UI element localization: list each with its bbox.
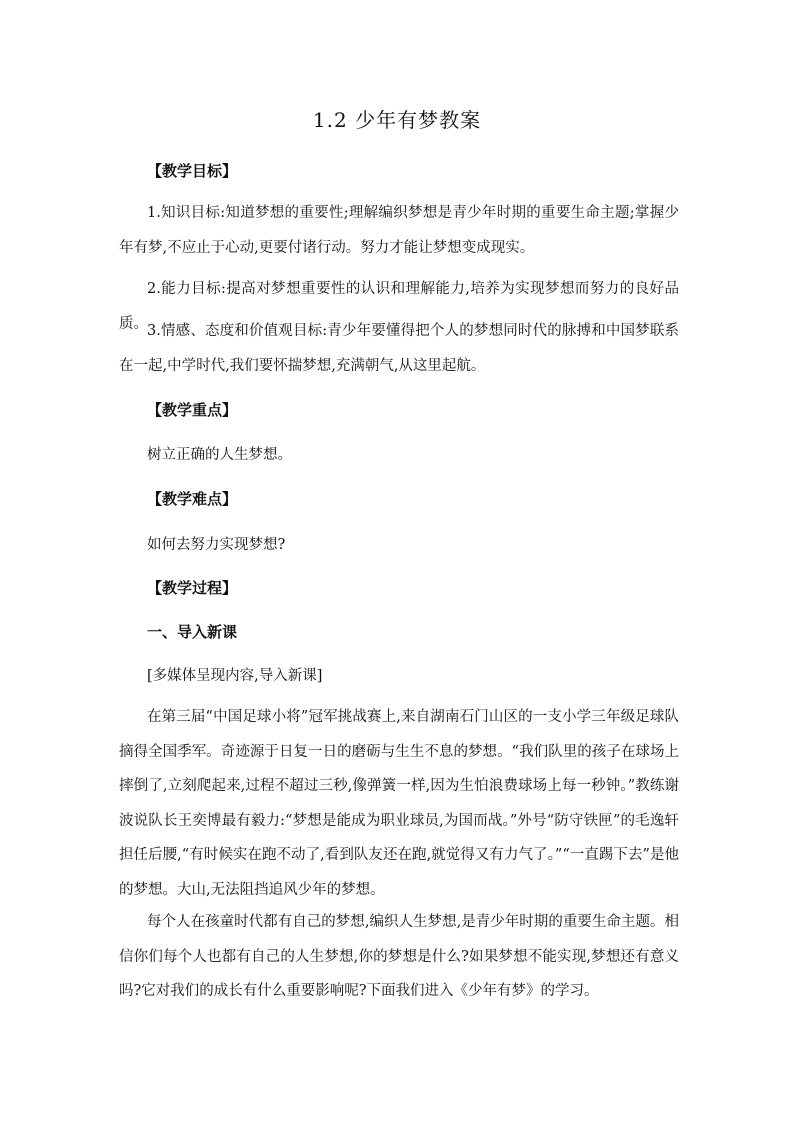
intro-note: [多媒体呈现内容,导入新课] <box>147 668 323 684</box>
key-point-text: 树立正确的人生梦想。 <box>147 447 292 463</box>
difficulty-text: 如何去努力实现梦想? <box>147 537 286 553</box>
closing-paragraph: 每个人在孩童时代都有自己的梦想,编织人生梦想,是青少年时期的重要生命主题。相信你们每个人也都有自己的人生梦想,你的梦想是什么?如果梦想不能实现,梦想还有意义吗?它对我们的成长有什么重要影响呢?下面我们进入《少年有梦》的学习。 <box>119 914 679 999</box>
page-title: 1.2 少年有梦教案 <box>312 108 482 132</box>
objectives-heading: 【教学目标】 <box>147 162 238 180</box>
process-heading: 【教学过程】 <box>147 579 238 597</box>
intro-heading: 一、导入新课 <box>147 623 238 641</box>
objective-3-paragraph: 3.情感、态度和价值观目标:青少年要懂得把个人的梦想同时代的脉搏和中国梦联系在一起,中学时代,我们要怀揣梦想,充满朝气,从这里起航。 <box>119 323 679 374</box>
key-point-heading: 【教学重点】 <box>147 401 238 419</box>
objective-2-paragraph: 2.能力目标:提高对梦想重要性的认识和理解能力,培养为实现梦想而努力的良好品质。 <box>119 281 679 332</box>
difficulty-heading: 【教学难点】 <box>147 490 238 508</box>
objective-1-paragraph: 1.知识目标:知道梦想的重要性;理解编织梦想是青少年时期的重要生命主题;掌握少年有梦,不应止于心动,更要付诸行动。努力才能让梦想变成现实。 <box>119 205 679 256</box>
story-paragraph: 在第三届“中国足球小将”冠军挑战赛上,来自湖南石门山区的一支小学三年级足球队摘得全国季军。奇迹源于日复一日的磨砺与生生不息的梦想。“我们队里的孩子在球场上摔倒了,立刻爬起来,过程不超过三秒,像弹簧一样,因为生怕浪费球场上每一秒钟。”教练谢波说队长王奕博最有毅力:“梦想是能成为职业球员,为国而战。”外号“防守铁匣”的毛逸轩担任后腰,“有时候实在跑不动了,看到队友还在跑,就觉得又有力气了。”“一直踢下去”是他的梦想。大山,无法阻挡追风少年的梦想。 <box>119 709 679 898</box>
